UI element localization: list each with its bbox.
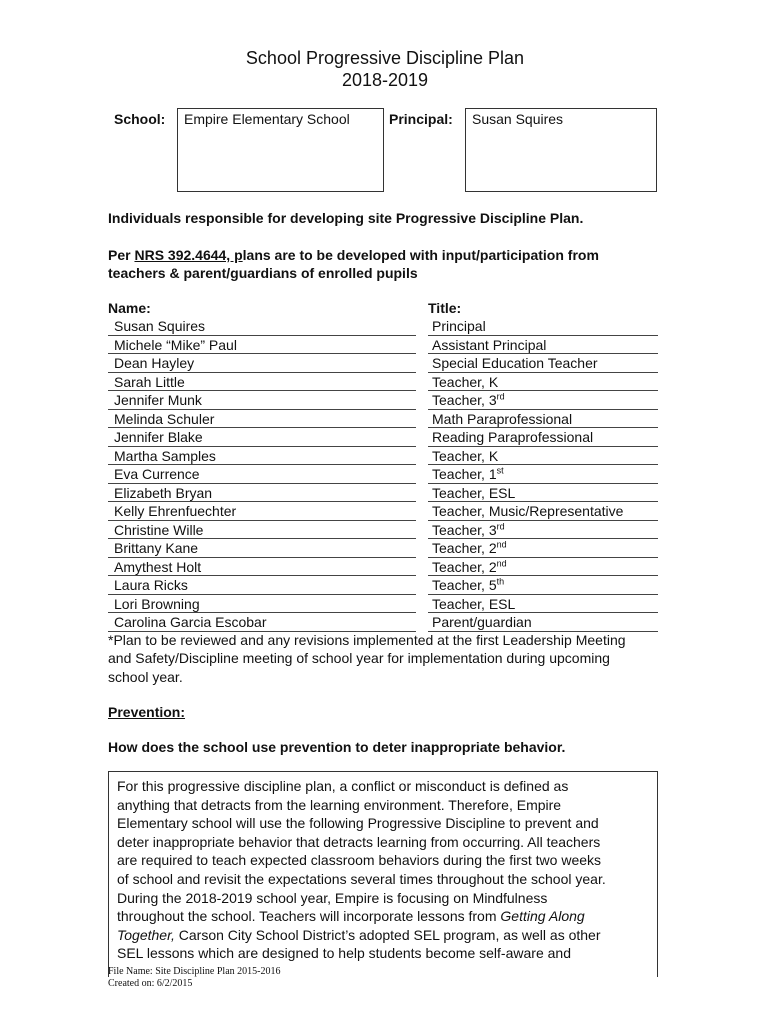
answer-line-3: Elementary school will use the following Progressive Discipline to prevent and: [117, 815, 599, 832]
document-year: 2018-2019: [341, 70, 429, 90]
member-row: [108, 354, 658, 373]
member-row: [108, 576, 658, 595]
prevention-question: How does the school use prevention to deter inappropriate behavior.: [108, 739, 566, 755]
member-title-text: Teacher, Music/Representative: [432, 503, 624, 519]
member-title: [432, 577, 504, 593]
column-gap: [416, 614, 428, 633]
ordinal-suffix: rd: [496, 520, 505, 531]
member-title: [432, 374, 498, 390]
sel-program-italic-2: Together,: [117, 926, 175, 943]
sel-program-italic-1: Getting Along: [500, 908, 585, 925]
member-title-text: Teacher, 5: [432, 577, 497, 593]
name-column-header: Name:: [108, 300, 151, 316]
answer-line-8: [117, 907, 649, 926]
answer-line-9: [117, 926, 649, 945]
member-title: [432, 596, 515, 612]
principal-value: Susan Squires: [472, 111, 564, 127]
member-title-text: Teacher, 2: [432, 558, 497, 575]
member-name: Susan Squires: [114, 318, 206, 334]
member-row: [108, 539, 658, 558]
principal-label: Principal:: [389, 111, 453, 127]
member-row: [108, 391, 658, 410]
member-title-text: Teacher, 1: [432, 466, 497, 482]
answer-line-5: are required to teach expected classroom behaviors during the first two weeks: [117, 852, 602, 869]
column-gap: [416, 596, 428, 615]
member-name: Michele “Mike” Paul: [114, 336, 237, 353]
principal-field[interactable]: [465, 108, 657, 192]
member-title: [432, 503, 623, 519]
per-suffix: lans are to be developed with input/participation from: [242, 247, 599, 263]
member-name: Brittany Kane: [114, 540, 199, 556]
prevention-answer-box[interactable]: [108, 771, 658, 977]
member-title-text: Teacher, K: [432, 447, 499, 464]
member-name: Elizabeth Bryan: [114, 484, 213, 501]
answer-line-9-text: Carson City School District’s adopted SEL program, as well as other: [174, 926, 601, 943]
member-title-text: Teacher, 3: [432, 521, 497, 538]
answer-line-4: deter inappropriate behavior that detracts learning from occurring. All teachers: [117, 833, 601, 850]
column-gap: [416, 392, 428, 411]
members-list: [108, 317, 658, 632]
member-title-text: Teacher, 2: [432, 540, 497, 556]
member-title: [432, 318, 486, 334]
member-name: Kelly Ehrenfuechter: [114, 503, 237, 519]
member-name: Melinda Schuler: [114, 410, 215, 427]
answer-line-8-text: throughout the school. Teachers will incorporate lessons from: [117, 908, 501, 925]
column-gap: [416, 577, 428, 596]
title-column-header: Title:: [428, 300, 462, 316]
member-row: [108, 613, 658, 632]
member-row: [108, 410, 658, 429]
member-name: Eva Currence: [114, 466, 200, 482]
school-field[interactable]: [177, 108, 384, 192]
column-gap: [416, 522, 428, 541]
member-title: [432, 522, 505, 538]
ordinal-suffix: nd: [496, 539, 507, 550]
column-gap: [416, 448, 428, 467]
member-title-text: Reading Paraprofessional: [432, 429, 594, 445]
member-title: [432, 540, 507, 556]
member-name: Martha Samples: [114, 447, 216, 464]
nrs-statement: [108, 246, 668, 282]
column-gap: [416, 540, 428, 559]
member-name: Jennifer Munk: [114, 392, 202, 408]
member-title-text: Special Education Teacher: [432, 355, 598, 371]
member-row: [108, 336, 658, 355]
member-name: Laura Ricks: [114, 577, 188, 593]
member-title-text: Teacher, 3: [432, 392, 497, 408]
document-title: School Progressive Discipline Plan: [245, 48, 525, 68]
member-name: Sarah Little: [114, 373, 185, 390]
note-line-2: and Safety/Discipline meeting of school year for implementation during upcoming: [108, 650, 610, 667]
member-name: Jennifer Blake: [114, 429, 203, 445]
member-row: [108, 521, 658, 540]
member-title: [432, 429, 593, 445]
column-gap: [416, 485, 428, 504]
member-title: [432, 466, 504, 482]
member-name: Dean Hayley: [114, 355, 195, 371]
answer-line-6: of school and revisit the expectations several times throughout the school year.: [117, 870, 606, 887]
member-title: [432, 337, 546, 353]
nrs-link[interactable]: NRS 392.4644, p: [134, 247, 243, 263]
member-name: Christine Wille: [114, 521, 204, 538]
answer-line-7: During the 2018-2019 school year, Empire is focusing on Mindfulness: [117, 889, 548, 906]
member-title: [432, 355, 598, 371]
ordinal-suffix: st: [496, 465, 504, 476]
per-prefix: Per: [108, 247, 135, 263]
member-name: Amythest Holt: [114, 558, 202, 575]
member-title-text: Assistant Principal: [432, 336, 547, 353]
member-title-text: Teacher, ESL: [432, 484, 516, 501]
member-title: [432, 559, 507, 575]
column-gap: [416, 355, 428, 374]
school-label: School:: [114, 111, 166, 127]
member-row: [108, 484, 658, 503]
member-title: [432, 411, 572, 427]
member-title-text: Teacher, K: [432, 373, 499, 390]
footer-created-on: Created on: 6/2/2015: [108, 978, 193, 989]
responsible-heading: Individuals responsible for developing site Progressive Discipline Plan.: [108, 210, 584, 226]
ordinal-suffix: th: [496, 576, 505, 587]
note-line-3: school year.: [108, 668, 183, 685]
note-line-1: *Plan to be reviewed and any revisions implemented at the first Leadership Meeting: [108, 632, 626, 648]
answer-line-2: anything that detracts from the learning environment. Therefore, Empire: [117, 796, 562, 813]
column-gap: [416, 559, 428, 578]
member-title-text: Parent/guardian: [432, 614, 532, 630]
review-note: [108, 631, 660, 686]
member-title: [432, 392, 505, 408]
member-row: [108, 428, 658, 447]
per-line2: teachers & parent/guardians of enrolled pupils: [108, 265, 418, 281]
school-value: Empire Elementary School: [184, 111, 350, 127]
member-title-text: Principal: [432, 318, 486, 334]
member-row: [108, 447, 658, 466]
column-gap: [416, 429, 428, 448]
member-title: [432, 614, 532, 630]
answer-line-10: SEL lessons which are designed to help students become self-aware and: [117, 945, 571, 962]
member-title: [432, 448, 498, 464]
prevention-heading: Prevention:: [108, 704, 186, 720]
ordinal-suffix: rd: [496, 391, 505, 402]
column-gap: [416, 411, 428, 430]
member-title-text: Math Paraprofessional: [432, 410, 573, 427]
column-gap: [416, 503, 428, 522]
column-gap: [416, 337, 428, 356]
member-row: [108, 465, 658, 484]
answer-line-1: For this progressive discipline plan, a conflict or misconduct is defined as: [117, 778, 569, 794]
column-gap: [416, 318, 428, 337]
member-name: Carolina Garcia Escobar: [114, 614, 267, 630]
ordinal-suffix: nd: [496, 557, 507, 568]
column-gap: [416, 466, 428, 485]
member-title-text: Teacher, ESL: [432, 595, 516, 612]
footer-file-name: File Name: Site Discipline Plan 2015-2016: [108, 966, 281, 977]
member-row: [108, 558, 658, 577]
member-row: [108, 373, 658, 392]
column-gap: [416, 374, 428, 393]
member-name: Lori Browning: [114, 595, 200, 612]
member-row: [108, 317, 658, 336]
member-row: [108, 595, 658, 614]
member-row: [108, 502, 658, 521]
member-title: [432, 485, 515, 501]
